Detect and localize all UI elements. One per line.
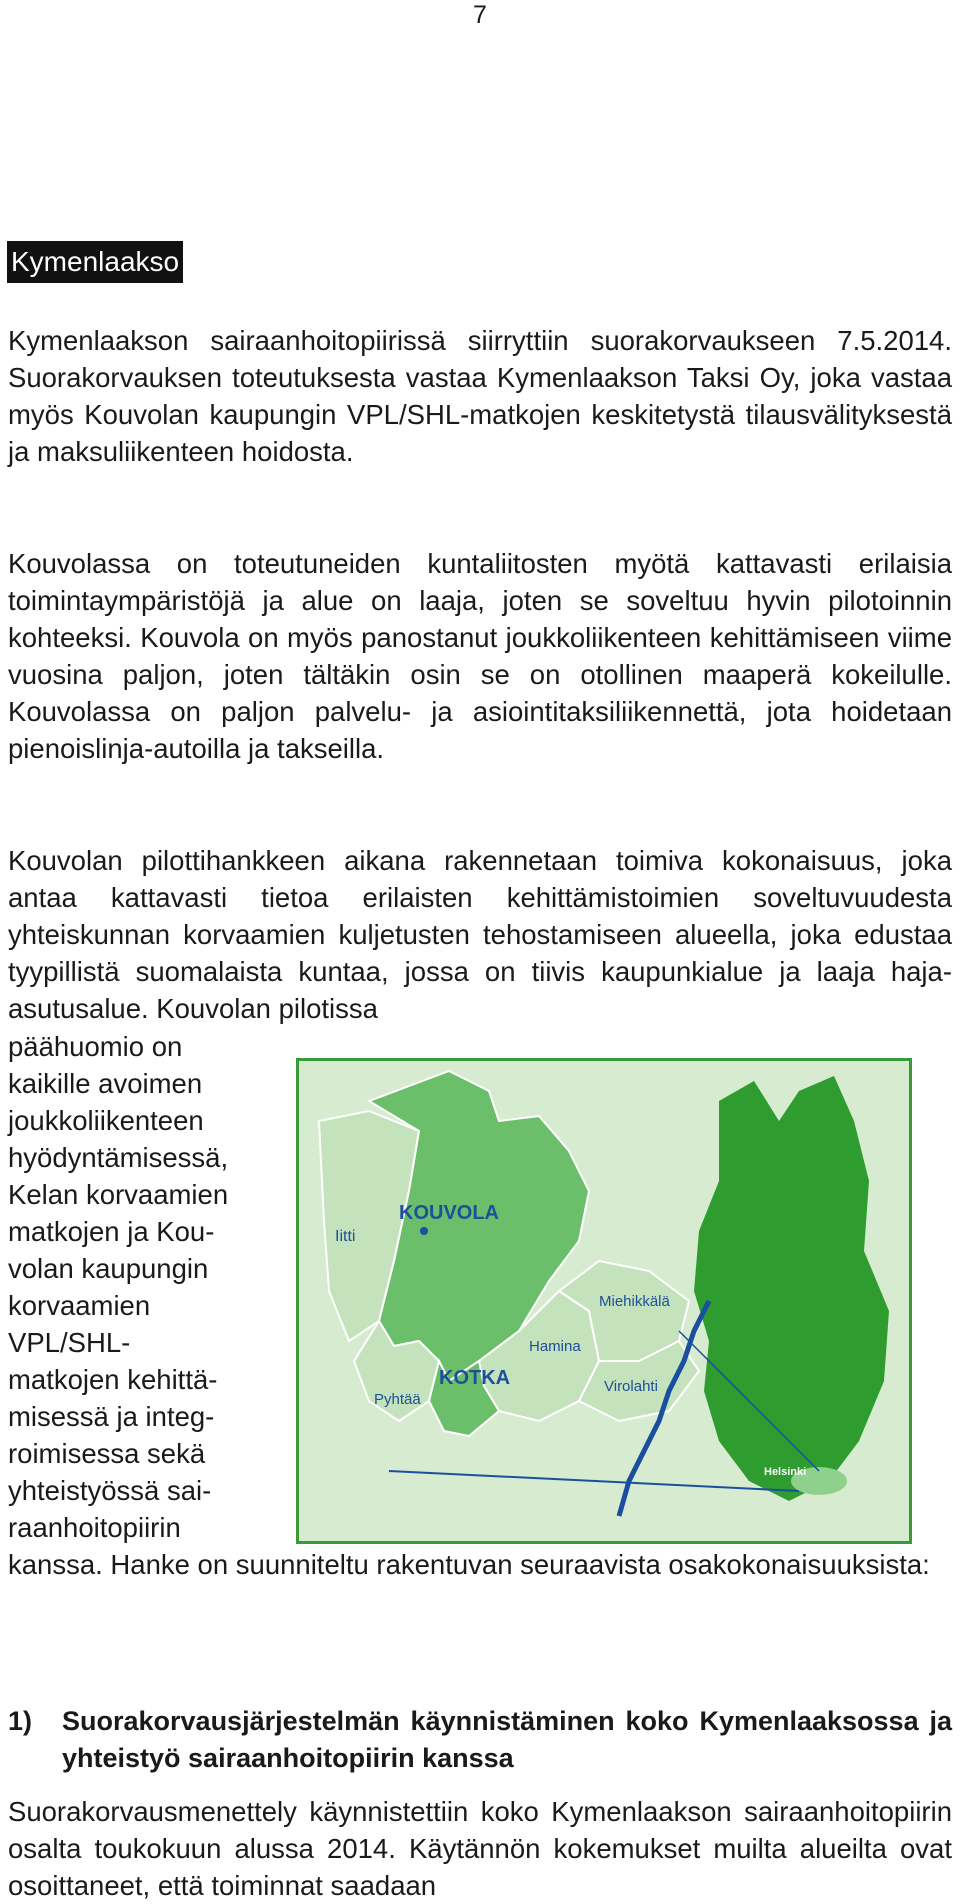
label-virolahti: Virolahti (604, 1378, 658, 1395)
wrapped-line: korvaamien (8, 1290, 151, 1321)
list-number: 1) (8, 1706, 33, 1736)
wrapped-line: hyödyntämisessä, (8, 1142, 229, 1173)
paragraph-4-tail: kanssa. Hanke on suunniteltu rakentuvan seuraavista osakokonaisuuksista: (8, 1549, 930, 1580)
label-hamina: Hamina (529, 1338, 581, 1355)
wrapped-text-column (8, 1028, 270, 1546)
label-kotka: KOTKA (439, 1367, 511, 1389)
paragraph-2: Kouvolassa on toteutuneiden kuntaliitosten myötä kattavasti erilaisia toimintaympäristöjä ja alue on laaja, joten se soveltuu hyvin pilotoinnin kohteeksi. Kouvola on myös panostanut joukkoliikenteen kehittämiseen viime vuosina paljon, joten tältäkin osin se on otollinen maaperä kokeilulle. Kouvolassa on paljon palvelu- ja asiointitaksiliikennettä, jota hoidetaan pienoislinja-autoilla ja takseilla. (8, 548, 952, 764)
wrapped-line: matkojen kehittä- (8, 1364, 218, 1395)
wrapped-line: misessä ja integ- (8, 1401, 215, 1432)
paragraph-5: Suorakorvausmenettely käynnistettiin koko Kymenlaakson sairaanhoitopiirin osalta toukokuun alussa 2014. Käytännön kokemukset muilta alueilta ovat osoittaneet, että toiminnat saadaan (8, 1796, 952, 1901)
section-heading: Kymenlaakso (7, 241, 183, 283)
numbered-list-item (8, 1703, 952, 1777)
label-helsinki: Helsinki (764, 1466, 807, 1478)
wrapped-line: raanhoitopiirin (8, 1512, 181, 1543)
label-iitti: Iitti (335, 1228, 356, 1245)
label-miehikkala: Miehikkälä (599, 1293, 670, 1310)
paragraph-3: Kouvolan pilottihankkeen aikana rakennetaan toimiva kokonaisuus, joka antaa kattavasti tietoa erilaisten kehittämistoimien soveltuvuudesta yhteiskunnan korvaamien kuljetusten tehostamiseen alueella, joka edustaa tyypillistä suomalaista kuntaa, jossa on tiivis kaupunkialue ja laaja haja-asutusalue. Kouvolan pilotissa (8, 845, 952, 1024)
kymenlaakso-map (296, 1058, 912, 1544)
paragraph-1: Kymenlaakson sairaanhoitopiirissä siirryttiin suorakorvaukseen 7.5.2014. Suorakorvauksen toteutuksesta vastaa Kymenlaakson Taksi Oy, joka vastaa myös Kouvolan kaupungin VPL/SHL-matkojen keskitetystä tilausvälityksestä ja maksuliikenteen hoidosta. (8, 325, 952, 467)
wrapped-line: volan kaupungin (8, 1253, 209, 1284)
wrapped-line: matkojen ja Kou- (8, 1216, 215, 1247)
map-illustration (299, 1061, 909, 1541)
wrapped-line: kaikille avoimen (8, 1068, 203, 1099)
wrapped-line: roimisessa sekä (8, 1438, 206, 1469)
wrapped-line: yhteistyössä sai- (8, 1475, 212, 1506)
list-item-text: Suorakorvausjärjestelmän käynnistäminen koko Kymenlaaksossa ja yhteistyö sairaanhoitopiirin kanssa (62, 1706, 952, 1773)
wrapped-line: joukkoliikenteen (8, 1105, 204, 1136)
kouvola-marker (420, 1227, 428, 1235)
wrapped-line: Kelan korvaamien (8, 1179, 229, 1210)
wrapped-line: päähuomio on (8, 1031, 183, 1062)
wrapped-line: VPL/SHL- (8, 1327, 131, 1358)
page-number: 7 (473, 1, 487, 29)
label-pyhtaa: Pyhtää (374, 1391, 421, 1408)
label-kouvola: KOUVOLA (399, 1202, 499, 1224)
